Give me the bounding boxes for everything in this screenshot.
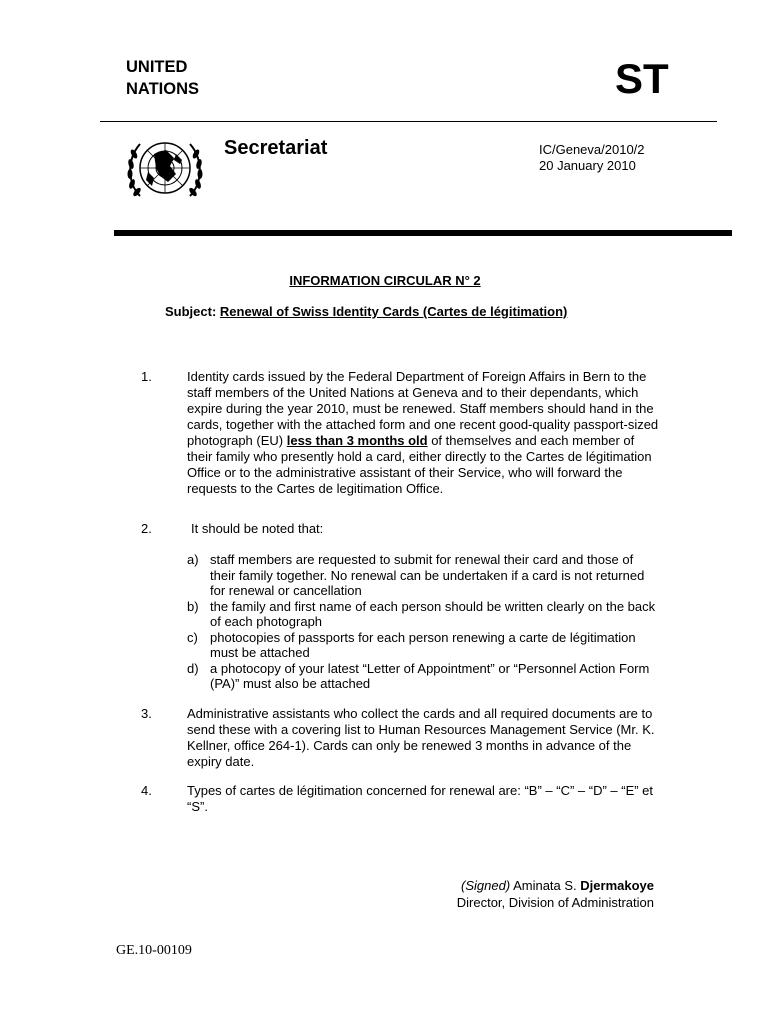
document-symbol: ST xyxy=(615,55,669,102)
paragraph-3-text: Administrative assistants who collect the cards and all required documents are to send these with a covering list to Human Resources Management Service (Mr. K. Kellner, office 264-1). Cards can only be renewed 3 months in advance of the expiry date. xyxy=(187,706,655,769)
paragraph-1-emphasis: less than 3 months old xyxy=(286,433,428,448)
org-line-2: NATIONS xyxy=(126,80,200,98)
list-item xyxy=(187,661,657,692)
paragraph-1-number: 1. xyxy=(141,369,152,384)
paragraph-3-number: 3. xyxy=(141,706,152,721)
signature-line xyxy=(457,877,654,894)
document-reference: IC/Geneva/2010/2 xyxy=(539,142,645,157)
signatory-last-name: Djermakoye xyxy=(580,878,654,893)
list-item-marker: b) xyxy=(187,598,199,614)
list-item-marker: d) xyxy=(187,660,199,676)
subject-line xyxy=(165,304,567,319)
header-rule xyxy=(100,121,717,122)
list-item xyxy=(187,552,657,599)
paragraph-1-text-b: of themselves and each member of their family who presently hold a card, either directly to the Cartes de légitimation Office or to the administrative assistant of their Service, who will forward the requests to the Cartes de legitimation Office. xyxy=(187,433,652,496)
requirements-list xyxy=(187,552,657,692)
list-item xyxy=(187,599,657,630)
list-item xyxy=(187,630,657,661)
document-number: GE.10-00109 xyxy=(116,943,192,958)
subject-label: Subject: xyxy=(165,304,220,319)
paragraph-4-number: 4. xyxy=(141,783,152,798)
paragraph-1-text-a: Identity cards issued by the Federal Department of Foreign Affairs in Bern to the staff members of the United Nations at Geneva and to their dependants, which expire during the year 2010, must be renewed. Staff members should hand in the cards, together with the attached form and one recent good-quality passport-sized photograph (EU) xyxy=(187,369,659,448)
organization-name xyxy=(126,56,199,100)
list-item-text: a photocopy of your latest “Letter of Appointment” or “Personnel Action Form (PA)” must also be attached xyxy=(210,660,650,691)
thick-divider xyxy=(114,230,732,236)
list-item-text: staff members are requested to submit for renewal their card and those of their family together. No renewal can be undertaken if a card is not returned for renewal or cancellation xyxy=(210,552,645,598)
paragraph-4-text: Types of cartes de légitimation concerned for renewal are: “B” – “C” – “D” – “E” et “S”. xyxy=(187,783,654,814)
paragraph-2-text: It should be noted that: xyxy=(191,521,324,536)
circular-title-text: INFORMATION CIRCULAR N° 2 xyxy=(289,273,481,288)
signatory-first-name: Aminata S. xyxy=(510,878,581,893)
document-date: 20 January 2010 xyxy=(539,158,636,173)
signed-marker: (Signed) xyxy=(461,878,511,893)
secretariat-heading: Secretariat xyxy=(224,137,328,159)
subject-text: Renewal of Swiss Identity Cards (Cartes de légitimation) xyxy=(219,304,568,319)
paragraph-1 xyxy=(187,369,662,497)
list-item-marker: a) xyxy=(187,552,199,567)
list-item-text: the family and first name of each person should be written clearly on the back of each photograph xyxy=(210,598,656,629)
reference-block xyxy=(539,142,645,174)
org-line-1: UNITED xyxy=(126,58,188,76)
un-emblem-icon xyxy=(124,132,206,206)
paragraph-2-number: 2. xyxy=(141,521,152,536)
signature-block xyxy=(457,877,654,911)
list-item-marker: c) xyxy=(187,629,198,645)
circular-title xyxy=(0,273,770,288)
signatory-title: Director, Division of Administration xyxy=(456,895,654,910)
list-item-text: photocopies of passports for each person renewing a carte de légitimation must be attached xyxy=(210,629,636,660)
